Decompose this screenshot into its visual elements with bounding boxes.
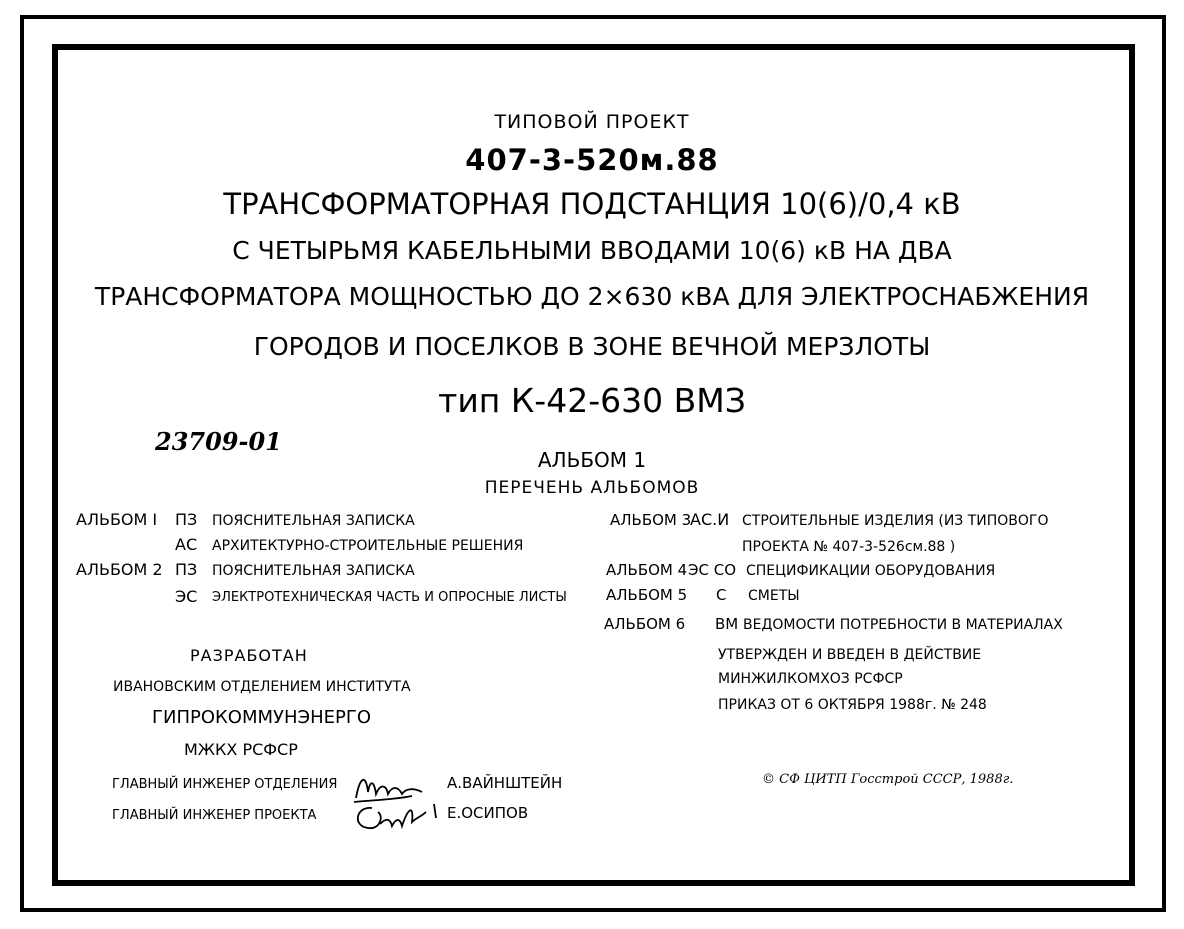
album-right-2-text: ПРОЕКТА № 407-3-526см.88 ) xyxy=(742,539,956,555)
signature-2-name: Е.ОСИПОВ xyxy=(447,804,529,822)
album-left-4-code: ЭС xyxy=(175,587,198,606)
approval-line-1: УТВЕРЖДЕН И ВВЕДЕН В ДЕЙСТВИЕ xyxy=(718,647,982,663)
copyright-note: © СФ ЦИТП Госстрой СССР, 1988г. xyxy=(762,772,1014,787)
album-left-1-text: ПОЯСНИТЕЛЬНАЯ ЗАПИСКА xyxy=(212,513,415,529)
developer-line-3: МЖКХ РСФСР xyxy=(184,740,298,759)
approval-line-2: МИНЖИЛКОМХОЗ РСФСР xyxy=(718,671,903,687)
developer-line-1: ИВАНОВСКИМ ОТДЕЛЕНИЕМ ИНСТИТУТА xyxy=(113,679,411,695)
signature-1-role: ГЛАВНЫЙ ИНЖЕНЕР ОТДЕЛЕНИЯ xyxy=(112,777,338,792)
album-left-4-text: ЭЛЕКТРОТЕХНИЧЕСКАЯ ЧАСТЬ И ОПРОСНЫЕ ЛИСТЫ xyxy=(212,590,567,605)
album-label: АЛЬБОМ 1 xyxy=(537,448,647,472)
album-left-3-code: ПЗ xyxy=(175,560,198,579)
title-line-3: ТРАНСФОРМАТОРА МОЩНОСТЬЮ ДО 2×630 кВА ДЛЯ ЭЛЕКТРОСНАБЖЕНИЯ xyxy=(94,282,1090,311)
album-left-3-text: ПОЯСНИТЕЛЬНАЯ ЗАПИСКА xyxy=(212,563,415,579)
signature-2-role: ГЛАВНЫЙ ИНЖЕНЕР ПРОЕКТА xyxy=(112,808,317,823)
album-right-3-text: СПЕЦИФИКАЦИИ ОБОРУДОВАНИЯ xyxy=(746,563,996,579)
inventory-number: 23709-01 xyxy=(155,427,282,456)
album-right-4-text: СМЕТЫ xyxy=(748,588,800,604)
album-left-1-code: ПЗ xyxy=(175,510,198,529)
album-right-5-name: АЛЬБОМ 6 xyxy=(604,615,686,633)
project-type: ТИПОВОЙ ПРОЕКТ xyxy=(494,111,690,133)
album-right-5-code: ВМ xyxy=(715,615,739,633)
title-line-4: ГОРОДОВ И ПОСЕЛКОВ В ЗОНЕ ВЕЧНОЙ МЕРЗЛОТЫ xyxy=(253,332,931,361)
album-right-1-name: АЛЬБОМ 3 xyxy=(610,511,692,529)
album-right-4-name: АЛЬБОМ 5 xyxy=(606,586,688,604)
signature-1-name: А.ВАЙНШТЕЙН xyxy=(447,774,563,792)
signature-2-mark xyxy=(350,800,440,834)
type-code: тип К-42-630 ВМЗ xyxy=(438,381,746,420)
album-right-5-text: ВЕДОМОСТИ ПОТРЕБНОСТИ В МАТЕРИАЛАХ xyxy=(743,617,1063,633)
album-left-2-code: АС xyxy=(175,535,198,554)
approval-line-3: ПРИКАЗ ОТ 6 ОКТЯБРЯ 1988г. № 248 xyxy=(718,697,987,713)
album-right-3-code: ЭС СО xyxy=(688,561,736,579)
album-left-1-name: АЛЬБОМ I xyxy=(76,510,158,529)
developer-line-2: ГИПРОКОММУНЭНЕРГО xyxy=(152,707,371,728)
album-right-3-name: АЛЬБОМ 4 xyxy=(606,561,688,579)
album-list-title: ПЕРЕЧЕНЬ АЛЬБОМОВ xyxy=(484,478,700,498)
album-right-4-code: С xyxy=(716,586,727,604)
album-right-1-code: АС.И xyxy=(690,510,730,529)
album-right-1-text: СТРОИТЕЛЬНЫЕ ИЗДЕЛИЯ (ИЗ ТИПОВОГО xyxy=(742,513,1049,529)
title-line-1: ТРАНСФОРМАТОРНАЯ ПОДСТАНЦИЯ 10(6)/0,4 кВ xyxy=(223,187,961,221)
album-left-2-text: АРХИТЕКТУРНО-СТРОИТЕЛЬНЫЕ РЕШЕНИЯ xyxy=(212,538,524,554)
project-number: 407-3-520м.88 xyxy=(465,143,719,177)
developer-heading: РАЗРАБОТАН xyxy=(190,646,308,665)
title-line-2: С ЧЕТЫРЬМЯ КАБЕЛЬНЫМИ ВВОДАМИ 10(6) кВ НА ДВА xyxy=(232,236,952,265)
album-left-3-name: АЛЬБОМ 2 xyxy=(76,560,163,579)
